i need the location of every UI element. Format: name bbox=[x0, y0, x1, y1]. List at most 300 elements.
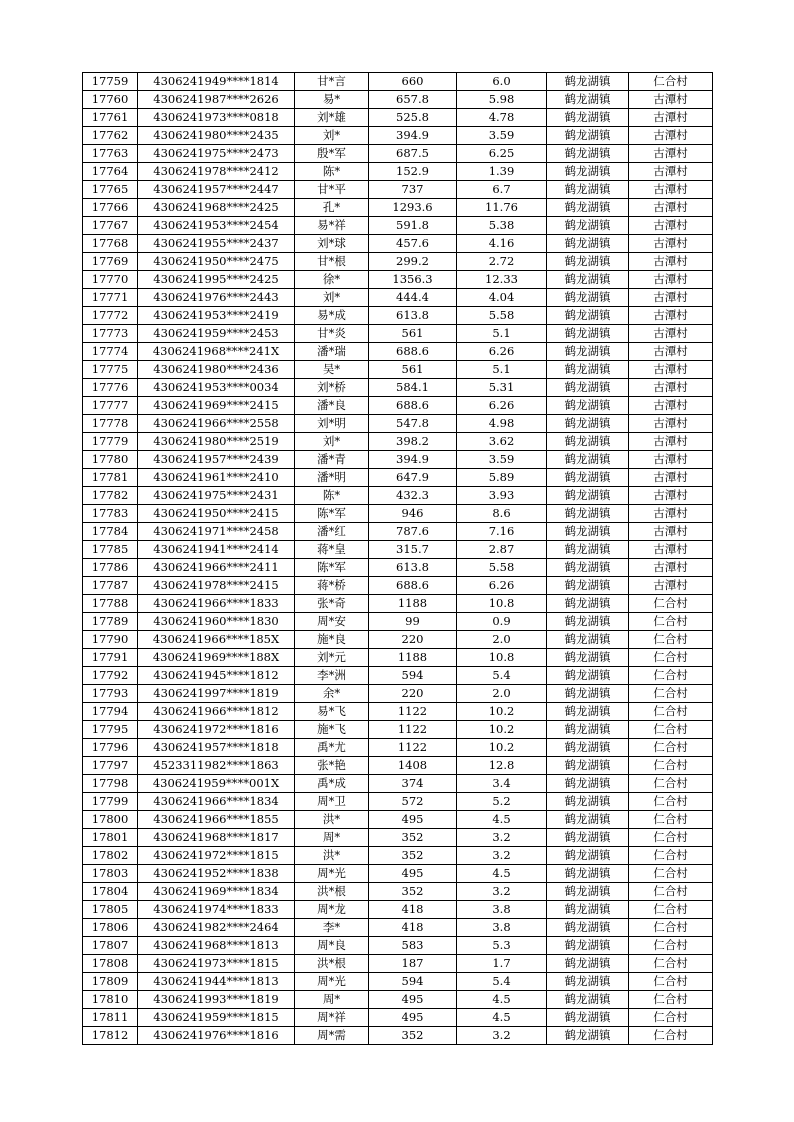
seq-cell: 17764 bbox=[83, 163, 138, 181]
village-cell: 古潭村 bbox=[629, 433, 713, 451]
seq-cell: 17790 bbox=[83, 631, 138, 649]
seq-cell: 17787 bbox=[83, 577, 138, 595]
table-row bbox=[83, 181, 713, 199]
table-row bbox=[83, 577, 713, 595]
area-cell: 1293.6 bbox=[369, 199, 457, 217]
table-row bbox=[83, 541, 713, 559]
amount-cell: 6.25 bbox=[457, 145, 547, 163]
town-cell: 鹤龙湖镇 bbox=[547, 415, 629, 433]
name-cell: 甘*平 bbox=[295, 181, 369, 199]
seq-cell: 17783 bbox=[83, 505, 138, 523]
town-cell: 鹤龙湖镇 bbox=[547, 595, 629, 613]
name-cell: 殷*军 bbox=[295, 145, 369, 163]
area-cell: 688.6 bbox=[369, 577, 457, 595]
seq-cell: 17788 bbox=[83, 595, 138, 613]
amount-cell: 5.58 bbox=[457, 559, 547, 577]
table-row bbox=[83, 793, 713, 811]
village-cell: 仁合村 bbox=[629, 1009, 713, 1027]
seq-cell: 17780 bbox=[83, 451, 138, 469]
amount-cell: 3.2 bbox=[457, 829, 547, 847]
table-row bbox=[83, 559, 713, 577]
name-cell: 刘*明 bbox=[295, 415, 369, 433]
village-cell: 古潭村 bbox=[629, 145, 713, 163]
area-cell: 1122 bbox=[369, 703, 457, 721]
name-cell: 余* bbox=[295, 685, 369, 703]
table-row bbox=[83, 973, 713, 991]
amount-cell: 2.72 bbox=[457, 253, 547, 271]
area-cell: 352 bbox=[369, 829, 457, 847]
village-cell: 古潭村 bbox=[629, 307, 713, 325]
town-cell: 鹤龙湖镇 bbox=[547, 271, 629, 289]
amount-cell: 10.2 bbox=[457, 739, 547, 757]
area-cell: 1122 bbox=[369, 739, 457, 757]
amount-cell: 2.0 bbox=[457, 631, 547, 649]
id-number-cell: 4306241969****1834 bbox=[138, 883, 295, 901]
town-cell: 鹤龙湖镇 bbox=[547, 919, 629, 937]
name-cell: 刘* bbox=[295, 127, 369, 145]
village-cell: 仁合村 bbox=[629, 883, 713, 901]
village-cell: 仁合村 bbox=[629, 937, 713, 955]
id-number-cell: 4306241982****2464 bbox=[138, 919, 295, 937]
village-cell: 古潭村 bbox=[629, 505, 713, 523]
area-cell: 432.3 bbox=[369, 487, 457, 505]
seq-cell: 17811 bbox=[83, 1009, 138, 1027]
area-cell: 1188 bbox=[369, 595, 457, 613]
id-number-cell: 4306241971****2458 bbox=[138, 523, 295, 541]
name-cell: 周*良 bbox=[295, 937, 369, 955]
seq-cell: 17778 bbox=[83, 415, 138, 433]
amount-cell: 6.7 bbox=[457, 181, 547, 199]
village-cell: 仁合村 bbox=[629, 613, 713, 631]
amount-cell: 2.0 bbox=[457, 685, 547, 703]
village-cell: 古潭村 bbox=[629, 559, 713, 577]
table-row bbox=[83, 199, 713, 217]
seq-cell: 17799 bbox=[83, 793, 138, 811]
name-cell: 刘*雄 bbox=[295, 109, 369, 127]
seq-cell: 17770 bbox=[83, 271, 138, 289]
id-number-cell: 4306241966****2558 bbox=[138, 415, 295, 433]
amount-cell: 2.87 bbox=[457, 541, 547, 559]
seq-cell: 17804 bbox=[83, 883, 138, 901]
village-cell: 仁合村 bbox=[629, 649, 713, 667]
village-cell: 仁合村 bbox=[629, 793, 713, 811]
id-number-cell: 4306241978****2412 bbox=[138, 163, 295, 181]
area-cell: 591.8 bbox=[369, 217, 457, 235]
town-cell: 鹤龙湖镇 bbox=[547, 577, 629, 595]
name-cell: 陈* bbox=[295, 487, 369, 505]
amount-cell: 6.26 bbox=[457, 577, 547, 595]
amount-cell: 0.9 bbox=[457, 613, 547, 631]
village-cell: 古潭村 bbox=[629, 415, 713, 433]
id-number-cell: 4306241959****1815 bbox=[138, 1009, 295, 1027]
name-cell: 蒋*桥 bbox=[295, 577, 369, 595]
name-cell: 李*洲 bbox=[295, 667, 369, 685]
area-cell: 787.6 bbox=[369, 523, 457, 541]
area-cell: 688.6 bbox=[369, 397, 457, 415]
area-cell: 613.8 bbox=[369, 307, 457, 325]
village-cell: 古潭村 bbox=[629, 325, 713, 343]
id-number-cell: 4306241976****1816 bbox=[138, 1027, 295, 1045]
amount-cell: 12.33 bbox=[457, 271, 547, 289]
id-number-cell: 4306241969****188X bbox=[138, 649, 295, 667]
town-cell: 鹤龙湖镇 bbox=[547, 127, 629, 145]
seq-cell: 17761 bbox=[83, 109, 138, 127]
amount-cell: 5.3 bbox=[457, 937, 547, 955]
town-cell: 鹤龙湖镇 bbox=[547, 631, 629, 649]
amount-cell: 3.62 bbox=[457, 433, 547, 451]
table-row bbox=[83, 685, 713, 703]
table-row bbox=[83, 847, 713, 865]
table-row bbox=[83, 505, 713, 523]
area-cell: 495 bbox=[369, 1009, 457, 1027]
name-cell: 周*祥 bbox=[295, 1009, 369, 1027]
name-cell: 徐* bbox=[295, 271, 369, 289]
town-cell: 鹤龙湖镇 bbox=[547, 325, 629, 343]
seq-cell: 17789 bbox=[83, 613, 138, 631]
id-number-cell: 4306241968****241X bbox=[138, 343, 295, 361]
village-cell: 古潭村 bbox=[629, 271, 713, 289]
town-cell: 鹤龙湖镇 bbox=[547, 379, 629, 397]
area-cell: 594 bbox=[369, 973, 457, 991]
village-cell: 仁合村 bbox=[629, 73, 713, 91]
name-cell: 陈*军 bbox=[295, 559, 369, 577]
amount-cell: 5.31 bbox=[457, 379, 547, 397]
name-cell: 周*需 bbox=[295, 1027, 369, 1045]
amount-cell: 5.1 bbox=[457, 361, 547, 379]
table-row bbox=[83, 397, 713, 415]
id-number-cell: 4306241972****1816 bbox=[138, 721, 295, 739]
table-row bbox=[83, 955, 713, 973]
area-cell: 99 bbox=[369, 613, 457, 631]
amount-cell: 4.78 bbox=[457, 109, 547, 127]
village-cell: 仁合村 bbox=[629, 901, 713, 919]
amount-cell: 3.59 bbox=[457, 451, 547, 469]
name-cell: 张*艳 bbox=[295, 757, 369, 775]
amount-cell: 4.5 bbox=[457, 811, 547, 829]
id-number-cell: 4306241995****2425 bbox=[138, 271, 295, 289]
village-cell: 古潭村 bbox=[629, 289, 713, 307]
village-cell: 古潭村 bbox=[629, 577, 713, 595]
seq-cell: 17784 bbox=[83, 523, 138, 541]
table-row bbox=[83, 253, 713, 271]
seq-cell: 17798 bbox=[83, 775, 138, 793]
name-cell: 洪*根 bbox=[295, 955, 369, 973]
village-cell: 古潭村 bbox=[629, 397, 713, 415]
town-cell: 鹤龙湖镇 bbox=[547, 955, 629, 973]
name-cell: 张*奇 bbox=[295, 595, 369, 613]
seq-cell: 17781 bbox=[83, 469, 138, 487]
area-cell: 299.2 bbox=[369, 253, 457, 271]
seq-cell: 17800 bbox=[83, 811, 138, 829]
amount-cell: 4.16 bbox=[457, 235, 547, 253]
amount-cell: 10.8 bbox=[457, 649, 547, 667]
area-cell: 495 bbox=[369, 811, 457, 829]
area-cell: 418 bbox=[369, 919, 457, 937]
id-number-cell: 4306241961****2410 bbox=[138, 469, 295, 487]
table-row bbox=[83, 919, 713, 937]
town-cell: 鹤龙湖镇 bbox=[547, 685, 629, 703]
amount-cell: 4.5 bbox=[457, 1009, 547, 1027]
town-cell: 鹤龙湖镇 bbox=[547, 289, 629, 307]
town-cell: 鹤龙湖镇 bbox=[547, 901, 629, 919]
seq-cell: 17767 bbox=[83, 217, 138, 235]
name-cell: 洪* bbox=[295, 811, 369, 829]
town-cell: 鹤龙湖镇 bbox=[547, 703, 629, 721]
village-cell: 古潭村 bbox=[629, 379, 713, 397]
amount-cell: 6.26 bbox=[457, 397, 547, 415]
name-cell: 禹*成 bbox=[295, 775, 369, 793]
name-cell: 潘*青 bbox=[295, 451, 369, 469]
id-number-cell: 4306241960****1830 bbox=[138, 613, 295, 631]
area-cell: 1122 bbox=[369, 721, 457, 739]
village-cell: 古潭村 bbox=[629, 343, 713, 361]
town-cell: 鹤龙湖镇 bbox=[547, 73, 629, 91]
id-number-cell: 4306241980****2519 bbox=[138, 433, 295, 451]
amount-cell: 6.26 bbox=[457, 343, 547, 361]
table-row bbox=[83, 865, 713, 883]
amount-cell: 5.1 bbox=[457, 325, 547, 343]
area-cell: 418 bbox=[369, 901, 457, 919]
table-row bbox=[83, 613, 713, 631]
town-cell: 鹤龙湖镇 bbox=[547, 937, 629, 955]
table-row bbox=[83, 1009, 713, 1027]
table-row bbox=[83, 451, 713, 469]
seq-cell: 17779 bbox=[83, 433, 138, 451]
town-cell: 鹤龙湖镇 bbox=[547, 865, 629, 883]
town-cell: 鹤龙湖镇 bbox=[547, 1009, 629, 1027]
name-cell: 易*成 bbox=[295, 307, 369, 325]
area-cell: 647.9 bbox=[369, 469, 457, 487]
seq-cell: 17801 bbox=[83, 829, 138, 847]
amount-cell: 1.7 bbox=[457, 955, 547, 973]
id-number-cell: 4306241950****2415 bbox=[138, 505, 295, 523]
area-cell: 561 bbox=[369, 361, 457, 379]
name-cell: 潘*良 bbox=[295, 397, 369, 415]
name-cell: 孔* bbox=[295, 199, 369, 217]
town-cell: 鹤龙湖镇 bbox=[547, 145, 629, 163]
id-number-cell: 4306241975****2473 bbox=[138, 145, 295, 163]
table-row bbox=[83, 649, 713, 667]
table-row bbox=[83, 415, 713, 433]
name-cell: 甘*炎 bbox=[295, 325, 369, 343]
area-cell: 1356.3 bbox=[369, 271, 457, 289]
seq-cell: 17808 bbox=[83, 955, 138, 973]
area-cell: 352 bbox=[369, 847, 457, 865]
name-cell: 洪* bbox=[295, 847, 369, 865]
amount-cell: 3.8 bbox=[457, 901, 547, 919]
area-cell: 583 bbox=[369, 937, 457, 955]
table-row bbox=[83, 307, 713, 325]
seq-cell: 17794 bbox=[83, 703, 138, 721]
area-cell: 1188 bbox=[369, 649, 457, 667]
id-number-cell: 4306241973****0818 bbox=[138, 109, 295, 127]
seq-cell: 17760 bbox=[83, 91, 138, 109]
id-number-cell: 4306241980****2436 bbox=[138, 361, 295, 379]
village-cell: 仁合村 bbox=[629, 721, 713, 739]
village-cell: 古潭村 bbox=[629, 523, 713, 541]
amount-cell: 5.89 bbox=[457, 469, 547, 487]
town-cell: 鹤龙湖镇 bbox=[547, 523, 629, 541]
table-row bbox=[83, 235, 713, 253]
seq-cell: 17772 bbox=[83, 307, 138, 325]
town-cell: 鹤龙湖镇 bbox=[547, 757, 629, 775]
area-cell: 398.2 bbox=[369, 433, 457, 451]
table-row bbox=[83, 163, 713, 181]
table-row bbox=[83, 631, 713, 649]
name-cell: 潘*明 bbox=[295, 469, 369, 487]
id-number-cell: 4306241966****185X bbox=[138, 631, 295, 649]
id-number-cell: 4306241941****2414 bbox=[138, 541, 295, 559]
id-number-cell: 4306241969****2415 bbox=[138, 397, 295, 415]
town-cell: 鹤龙湖镇 bbox=[547, 469, 629, 487]
village-cell: 仁合村 bbox=[629, 775, 713, 793]
area-cell: 561 bbox=[369, 325, 457, 343]
town-cell: 鹤龙湖镇 bbox=[547, 649, 629, 667]
village-cell: 仁合村 bbox=[629, 829, 713, 847]
seq-cell: 17797 bbox=[83, 757, 138, 775]
area-cell: 352 bbox=[369, 1027, 457, 1045]
amount-cell: 6.0 bbox=[457, 73, 547, 91]
amount-cell: 5.2 bbox=[457, 793, 547, 811]
table-row bbox=[83, 379, 713, 397]
table-row bbox=[83, 469, 713, 487]
town-cell: 鹤龙湖镇 bbox=[547, 235, 629, 253]
id-number-cell: 4306241957****2447 bbox=[138, 181, 295, 199]
village-cell: 古潭村 bbox=[629, 109, 713, 127]
area-cell: 688.6 bbox=[369, 343, 457, 361]
village-cell: 仁合村 bbox=[629, 631, 713, 649]
seq-cell: 17765 bbox=[83, 181, 138, 199]
table-row bbox=[83, 217, 713, 235]
id-number-cell: 4306241953****2454 bbox=[138, 217, 295, 235]
village-cell: 古潭村 bbox=[629, 451, 713, 469]
table-row bbox=[83, 91, 713, 109]
table-row bbox=[83, 271, 713, 289]
seq-cell: 17807 bbox=[83, 937, 138, 955]
area-cell: 220 bbox=[369, 631, 457, 649]
area-cell: 584.1 bbox=[369, 379, 457, 397]
village-cell: 古潭村 bbox=[629, 469, 713, 487]
name-cell: 施*良 bbox=[295, 631, 369, 649]
seq-cell: 17812 bbox=[83, 1027, 138, 1045]
id-number-cell: 4306241966****1812 bbox=[138, 703, 295, 721]
seq-cell: 17810 bbox=[83, 991, 138, 1009]
amount-cell: 3.4 bbox=[457, 775, 547, 793]
seq-cell: 17782 bbox=[83, 487, 138, 505]
town-cell: 鹤龙湖镇 bbox=[547, 343, 629, 361]
town-cell: 鹤龙湖镇 bbox=[547, 991, 629, 1009]
name-cell: 甘*根 bbox=[295, 253, 369, 271]
name-cell: 李* bbox=[295, 919, 369, 937]
table-body bbox=[83, 73, 713, 1045]
town-cell: 鹤龙湖镇 bbox=[547, 505, 629, 523]
name-cell: 周*卫 bbox=[295, 793, 369, 811]
town-cell: 鹤龙湖镇 bbox=[547, 397, 629, 415]
seq-cell: 17759 bbox=[83, 73, 138, 91]
id-number-cell: 4306241974****1833 bbox=[138, 901, 295, 919]
village-cell: 仁合村 bbox=[629, 757, 713, 775]
id-number-cell: 4306241945****1812 bbox=[138, 667, 295, 685]
id-number-cell: 4306241976****2443 bbox=[138, 289, 295, 307]
seq-cell: 17777 bbox=[83, 397, 138, 415]
amount-cell: 3.2 bbox=[457, 883, 547, 901]
town-cell: 鹤龙湖镇 bbox=[547, 829, 629, 847]
village-cell: 仁合村 bbox=[629, 919, 713, 937]
area-cell: 352 bbox=[369, 883, 457, 901]
village-cell: 仁合村 bbox=[629, 1027, 713, 1045]
area-cell: 374 bbox=[369, 775, 457, 793]
seq-cell: 17762 bbox=[83, 127, 138, 145]
name-cell: 周*光 bbox=[295, 973, 369, 991]
amount-cell: 4.5 bbox=[457, 865, 547, 883]
amount-cell: 11.76 bbox=[457, 199, 547, 217]
table-row bbox=[83, 667, 713, 685]
town-cell: 鹤龙湖镇 bbox=[547, 613, 629, 631]
id-number-cell: 4523311982****1863 bbox=[138, 757, 295, 775]
village-cell: 仁合村 bbox=[629, 955, 713, 973]
name-cell: 刘*元 bbox=[295, 649, 369, 667]
seq-cell: 17806 bbox=[83, 919, 138, 937]
id-number-cell: 4306241975****2431 bbox=[138, 487, 295, 505]
amount-cell: 7.16 bbox=[457, 523, 547, 541]
area-cell: 495 bbox=[369, 865, 457, 883]
town-cell: 鹤龙湖镇 bbox=[547, 883, 629, 901]
name-cell: 潘*红 bbox=[295, 523, 369, 541]
area-cell: 594 bbox=[369, 667, 457, 685]
amount-cell: 3.2 bbox=[457, 847, 547, 865]
area-cell: 1408 bbox=[369, 757, 457, 775]
name-cell: 陈*军 bbox=[295, 505, 369, 523]
seq-cell: 17773 bbox=[83, 325, 138, 343]
town-cell: 鹤龙湖镇 bbox=[547, 307, 629, 325]
village-cell: 古潭村 bbox=[629, 163, 713, 181]
amount-cell: 4.5 bbox=[457, 991, 547, 1009]
town-cell: 鹤龙湖镇 bbox=[547, 721, 629, 739]
area-cell: 444.4 bbox=[369, 289, 457, 307]
amount-cell: 10.2 bbox=[457, 721, 547, 739]
town-cell: 鹤龙湖镇 bbox=[547, 253, 629, 271]
name-cell: 周* bbox=[295, 991, 369, 1009]
town-cell: 鹤龙湖镇 bbox=[547, 667, 629, 685]
data-sheet bbox=[82, 72, 712, 1045]
table-row bbox=[83, 811, 713, 829]
village-cell: 古潭村 bbox=[629, 127, 713, 145]
table-row bbox=[83, 487, 713, 505]
area-cell: 220 bbox=[369, 685, 457, 703]
seq-cell: 17775 bbox=[83, 361, 138, 379]
amount-cell: 3.59 bbox=[457, 127, 547, 145]
amount-cell: 1.39 bbox=[457, 163, 547, 181]
table-row bbox=[83, 325, 713, 343]
id-number-cell: 4306241966****1834 bbox=[138, 793, 295, 811]
id-number-cell: 4306241980****2435 bbox=[138, 127, 295, 145]
name-cell: 刘*球 bbox=[295, 235, 369, 253]
id-number-cell: 4306241973****1815 bbox=[138, 955, 295, 973]
town-cell: 鹤龙湖镇 bbox=[547, 217, 629, 235]
table-row bbox=[83, 127, 713, 145]
village-cell: 仁合村 bbox=[629, 595, 713, 613]
table-row bbox=[83, 721, 713, 739]
table-row bbox=[83, 703, 713, 721]
village-cell: 仁合村 bbox=[629, 703, 713, 721]
seq-cell: 17771 bbox=[83, 289, 138, 307]
id-number-cell: 4306241968****1817 bbox=[138, 829, 295, 847]
area-cell: 657.8 bbox=[369, 91, 457, 109]
id-number-cell: 4306241950****2475 bbox=[138, 253, 295, 271]
seq-cell: 17763 bbox=[83, 145, 138, 163]
seq-cell: 17791 bbox=[83, 649, 138, 667]
table-row bbox=[83, 145, 713, 163]
